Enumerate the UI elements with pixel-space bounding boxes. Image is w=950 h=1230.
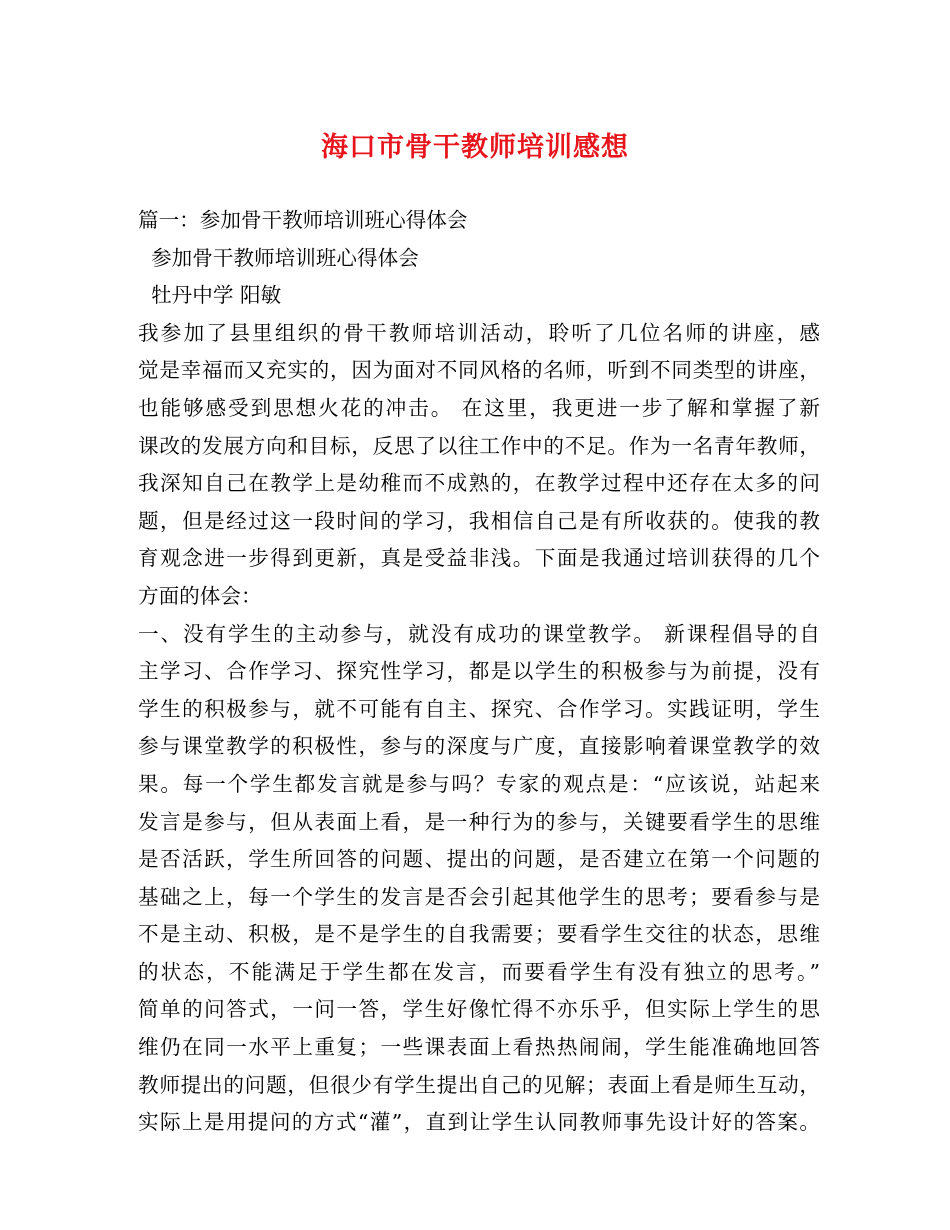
- text-line: 我参加了县里组织的骨干教师培训活动，聆听了几位名师的讲座，感: [138, 320, 820, 345]
- text-line: 方面的体会：: [138, 583, 262, 608]
- document-body: [138, 202, 820, 1142]
- text-line: 牡丹中学 阳敏: [138, 283, 282, 308]
- text-line: 育观念进一步得到更新，真是受益非浅。下面是我通过培训获得的几个: [138, 546, 820, 571]
- text-line: 参加骨干教师培训班心得体会: [138, 245, 419, 270]
- text-line: 觉是幸福而又充实的，因为面对不同风格的名师，听到不同类型的讲座，: [138, 358, 820, 383]
- text-line: 课改的发展方向和目标，反思了以往工作中的不足。作为一名青年教师，: [138, 433, 820, 458]
- text-line: 教师提出的问题，但很少有学生提出自己的见解；表面上看是师生互动，: [138, 1072, 820, 1097]
- text-line: 一、没有学生的主动参与，就没有成功的课堂教学。 新课程倡导的自: [138, 621, 820, 646]
- text-line: 篇一：参加骨干教师培训班心得体会: [138, 208, 468, 232]
- text-line: 果。每一个学生都发言就是参与吗？专家的观点是：“应该说，站起来: [138, 771, 820, 796]
- text-line: 不是主动、积极，是不是学生的自我需要；要看学生交往的状态，思维: [138, 922, 820, 947]
- text-line: 参与课堂教学的积极性，参与的深度与广度，直接影响着课堂教学的效: [138, 734, 820, 759]
- text-line: 简单的问答式，一问一答，学生好像忙得不亦乐乎，但实际上学生的思: [138, 997, 820, 1022]
- text-line: 我深知自己在教学上是幼稚而不成熟的，在教学过程中还存在太多的问: [138, 471, 820, 496]
- text-line: 主学习、合作学习、探究性学习，都是以学生的积极参与为前提，没有: [138, 659, 820, 684]
- text-line: 学生的积极参与，就不可能有自主、探究、合作学习。实践证明，学生: [138, 696, 820, 721]
- text-line: 的状态，不能满足于学生都在发言，而要看学生有没有独立的思考。”: [138, 959, 820, 984]
- text-line: 基础之上，每一个学生的发言是否会引起其他学生的思考；要看参与是: [138, 884, 820, 909]
- text-line: 也能够感受到思想火花的冲击。 在这里，我更进一步了解和掌握了新: [138, 395, 820, 420]
- text-line: 题，但是经过这一段时间的学习，我相信自己是有所收获的。使我的教: [138, 508, 820, 533]
- document-title: 海口市骨干教师培训感想: [321, 132, 629, 163]
- text-line: 维仍在同一水平上重复；一些课表面上看热热闹闹，学生能准确地回答: [138, 1035, 820, 1060]
- text-line: 是否活跃，学生所回答的问题、提出的问题，是否建立在第一个问题的: [138, 847, 820, 872]
- text-line: 实际上是用提问的方式“灌”，直到让学生认同教师事先设计好的答案。: [138, 1110, 820, 1135]
- text-line: 发言是参与，但从表面上看，是一种行为的参与，关键要看学生的思维: [138, 809, 820, 834]
